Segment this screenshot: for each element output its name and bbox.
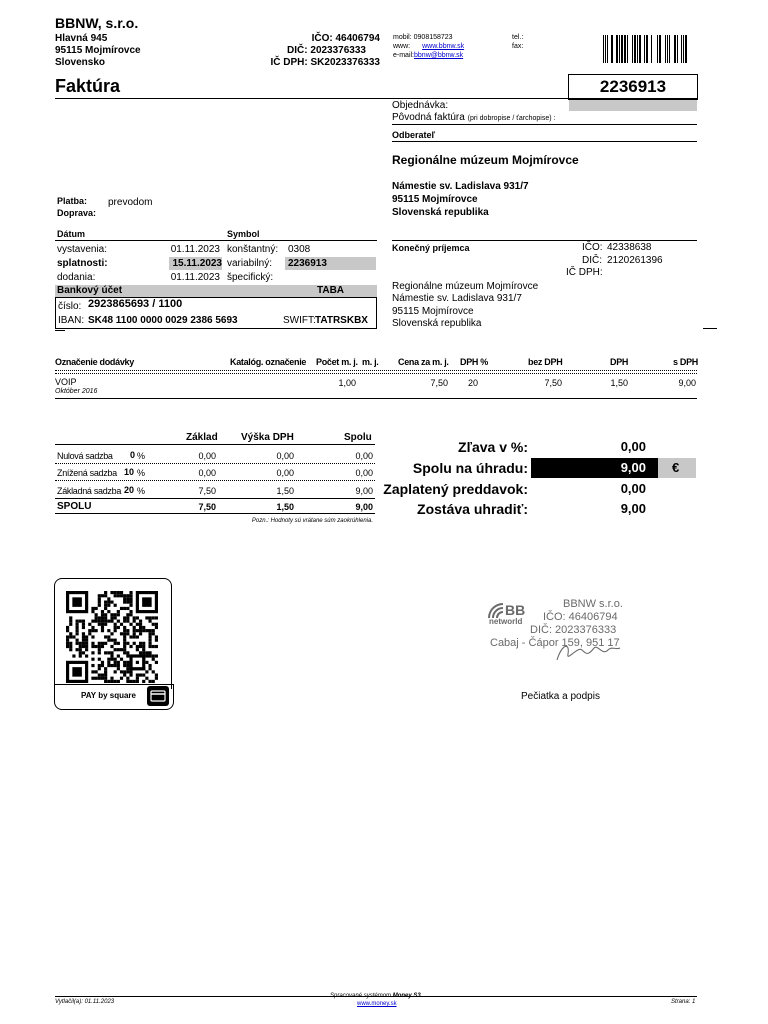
stamp-dic: DIČ: 2023376333 bbox=[530, 624, 617, 636]
recipient-country: Slovenská republika bbox=[392, 318, 482, 329]
stamp-logo-text: BB bbox=[505, 602, 526, 618]
item-note: Október 2016 bbox=[55, 388, 98, 395]
vat-amount: 0,00 bbox=[276, 451, 294, 461]
delivery-label: Doprava: bbox=[57, 208, 97, 218]
total-due-label: Spolu na úhradu: bbox=[412, 460, 528, 476]
supplier-name: BBNW, s.r.o. bbox=[55, 15, 139, 31]
currency-box bbox=[658, 458, 696, 478]
customer-name: Regionálne múzeum Mojmírovce bbox=[392, 153, 579, 167]
money-link[interactable]: www.money.sk bbox=[357, 1001, 397, 1007]
customer-label: Odberateľ bbox=[392, 130, 435, 140]
supplier-street: Hlavná 945 bbox=[55, 33, 108, 44]
supplier-city: 95115 Mojmírovce bbox=[55, 45, 141, 56]
qr-caption-box bbox=[54, 684, 174, 710]
recipient-dic: 2120261396 bbox=[607, 255, 663, 266]
swift-label: SWIFT: bbox=[283, 315, 316, 326]
recipient-label: Konečný príjemca bbox=[392, 243, 470, 253]
dates-header: Dátum bbox=[57, 229, 86, 239]
col-designation: Označenie dodávky bbox=[55, 357, 134, 367]
order-label: Objednávka: bbox=[392, 100, 449, 111]
bank-header bbox=[55, 285, 377, 297]
item-net: 7,50 bbox=[544, 378, 562, 388]
vat-note: Pozn.: Hodnoty sú vrátane súm zaokrúhlenia. bbox=[251, 518, 373, 524]
vat-rate: 0 bbox=[130, 450, 136, 460]
vat-col-base: Základ bbox=[186, 432, 218, 443]
stamp-address: Cabaj - Čápor 159, 951 17 bbox=[490, 637, 620, 649]
recipient-icdph-label: IČ DPH: bbox=[566, 267, 603, 278]
stamp-logo-sub: networld bbox=[489, 617, 523, 626]
recipient-ico-label: IČO: bbox=[582, 242, 603, 253]
recipient-ico: 42338638 bbox=[607, 242, 652, 253]
vat-rate-pct: % bbox=[137, 468, 146, 478]
supplier-icdph: IČ DPH: SK2023376333 bbox=[270, 57, 380, 68]
stamp-company: BBNW s.r.o. bbox=[563, 598, 623, 610]
variable-symbol-label: variabilný: bbox=[227, 258, 273, 269]
item-unit-price: 7,50 bbox=[430, 378, 448, 388]
invoice-title: Faktúra bbox=[55, 76, 121, 96]
total-due-box bbox=[531, 458, 658, 478]
item-vat-pct: 20 bbox=[468, 378, 479, 388]
constant-symbol-label: konštantný: bbox=[227, 244, 279, 255]
barcode-icon bbox=[603, 35, 697, 63]
issue-date-label: vystavenia: bbox=[57, 244, 108, 255]
supplier-dic: DIČ: 2023376333 bbox=[287, 45, 366, 56]
vat-rate-label: Základná sadzba bbox=[57, 486, 122, 496]
vat-total-total: 9,00 bbox=[355, 502, 373, 512]
contact-www bbox=[393, 43, 464, 50]
discount-value: 0,00 bbox=[620, 439, 646, 454]
supplier-ico: IČO: 46406794 bbox=[311, 33, 380, 44]
symbols-header: Symbol bbox=[227, 229, 260, 239]
delivery-date-label: dodania: bbox=[57, 272, 96, 283]
vat-total: 0,00 bbox=[355, 451, 373, 461]
col-vat: DPH bbox=[610, 357, 629, 367]
recipient-street: Námestie sv. Ladislava 931/7 bbox=[392, 293, 522, 304]
col-quantity: Počet m. j. bbox=[316, 357, 358, 367]
contact-mobil-value: 0908158723 bbox=[413, 34, 453, 41]
footer-printed: Vytlačil(a): 01.11.2023 bbox=[55, 999, 115, 1005]
vat-amount: 1,50 bbox=[276, 486, 294, 496]
contact-mobil bbox=[393, 34, 453, 41]
signature-icon bbox=[552, 640, 622, 666]
col-vat-pct: DPH % bbox=[460, 357, 489, 367]
remaining-value: 9,00 bbox=[620, 501, 646, 516]
delivery-date: 01.11.2023 bbox=[170, 272, 220, 283]
vat-col-total: Spolu bbox=[344, 432, 372, 443]
vat-col-amount: Výška DPH bbox=[241, 432, 294, 443]
specific-symbol-label: špecifický: bbox=[227, 272, 274, 283]
original-invoice-note: (pri dobropise / ťarchopise) : bbox=[467, 115, 556, 122]
footer-url-wrap bbox=[357, 1001, 397, 1007]
vat-base: 0,00 bbox=[198, 468, 216, 478]
signature-label: Pečiatka a podpis bbox=[521, 691, 600, 702]
item-gross: 9,00 bbox=[678, 378, 696, 388]
contact-email bbox=[393, 52, 463, 59]
due-date-label: splatnosti: bbox=[57, 258, 108, 269]
vat-total: 9,00 bbox=[355, 486, 373, 496]
footer-page: Strana: 1 bbox=[671, 999, 696, 1005]
vat-base: 7,50 bbox=[198, 486, 216, 496]
recipient-name: Regionálne múzeum Mojmírovce bbox=[392, 281, 539, 292]
vat-rate: 10 bbox=[124, 467, 135, 477]
issue-date: 01.11.2023 bbox=[170, 244, 220, 255]
stamp-ico: IČO: 46406794 bbox=[543, 611, 618, 623]
vat-rate-pct: % bbox=[137, 486, 146, 496]
vat-rate: 20 bbox=[124, 485, 135, 495]
iban-label: IBAN: bbox=[58, 315, 85, 326]
variable-symbol: 2236913 bbox=[285, 257, 376, 270]
invoice-number-box bbox=[568, 74, 698, 100]
due-date: 15.11.2023 bbox=[169, 257, 222, 270]
email-link[interactable]: bbnw@bbnw.sk bbox=[414, 52, 464, 59]
website-link[interactable]: www.bbnw.sk bbox=[422, 43, 465, 50]
payment-label: Platba: bbox=[57, 196, 88, 206]
qr-code-icon[interactable] bbox=[66, 591, 158, 683]
qr-caption: PAY by square bbox=[81, 691, 136, 700]
footer-system bbox=[330, 993, 421, 999]
customer-country: Slovenská republika bbox=[392, 207, 489, 218]
constant-symbol: 0308 bbox=[288, 244, 311, 255]
contact-www-label: www: bbox=[393, 43, 411, 50]
bank-label: Bankový účet bbox=[57, 285, 123, 296]
vat-rate-label: Znížená sadzba bbox=[57, 468, 117, 478]
vat-base: 0,00 bbox=[198, 451, 216, 461]
account-number-label: číslo: bbox=[58, 301, 82, 312]
vat-rate-pct: % bbox=[137, 451, 146, 461]
customer-city: 95115 Mojmírovce bbox=[392, 194, 478, 205]
remaining-label: Zostáva uhradiť: bbox=[417, 501, 528, 517]
vat-rate-label: Nulová sadzba bbox=[57, 451, 113, 461]
col-catalog: Katalóg. označenie bbox=[230, 357, 307, 367]
swift: TATRSKBX bbox=[315, 315, 368, 326]
card-icon bbox=[147, 686, 169, 706]
total-due-value: 9,00 bbox=[620, 460, 646, 475]
col-net: bez DPH bbox=[528, 357, 563, 367]
contact-email-label: e-mail: bbox=[393, 52, 415, 59]
item-name: VOIP bbox=[55, 377, 77, 387]
footer-system-name: Money S3 bbox=[392, 993, 421, 999]
iban: SK48 1100 0000 0029 2386 5693 bbox=[88, 315, 238, 326]
order-field bbox=[569, 100, 697, 111]
discount-label: Zľava v %: bbox=[458, 439, 528, 455]
vat-total-amount: 1,50 bbox=[276, 502, 294, 512]
contact-fax-label: fax: bbox=[512, 43, 524, 50]
vat-total-label: SPOLU bbox=[57, 501, 92, 512]
col-gross: s DPH bbox=[673, 357, 699, 367]
payment-value: prevodom bbox=[108, 197, 153, 208]
account-number: 2923865693 / 1100 bbox=[88, 298, 183, 310]
item-vat: 1,50 bbox=[610, 378, 628, 388]
item-quantity: 1,00 bbox=[338, 378, 356, 388]
recipient-dic-label: DIČ: bbox=[582, 255, 602, 266]
currency: € bbox=[672, 460, 680, 475]
footer-system-label: Spracované systémom bbox=[330, 993, 392, 999]
vat-total-base: 7,50 bbox=[198, 502, 216, 512]
original-invoice bbox=[392, 112, 555, 123]
original-invoice-label: Pôvodná faktúra bbox=[392, 112, 465, 123]
vat-amount: 0,00 bbox=[276, 468, 294, 478]
col-unit-price: Cena za m. j. bbox=[398, 357, 449, 367]
vat-total: 0,00 bbox=[355, 468, 373, 478]
recipient-city: 95115 Mojmírovce bbox=[392, 306, 474, 317]
contact-mobil-label: mobil: bbox=[393, 34, 412, 41]
supplier-country: Slovensko bbox=[55, 57, 106, 68]
prepaid-label: Zaplatený preddavok: bbox=[383, 481, 528, 497]
col-unit: m. j. bbox=[362, 357, 379, 367]
prepaid-value: 0,00 bbox=[620, 481, 646, 496]
contact-tel-label: tel.: bbox=[512, 34, 524, 41]
customer-street: Námestie sv. Ladislava 931/7 bbox=[392, 181, 529, 192]
bank-name: TABA bbox=[317, 285, 345, 296]
invoice-number: 2236913 bbox=[599, 77, 667, 96]
